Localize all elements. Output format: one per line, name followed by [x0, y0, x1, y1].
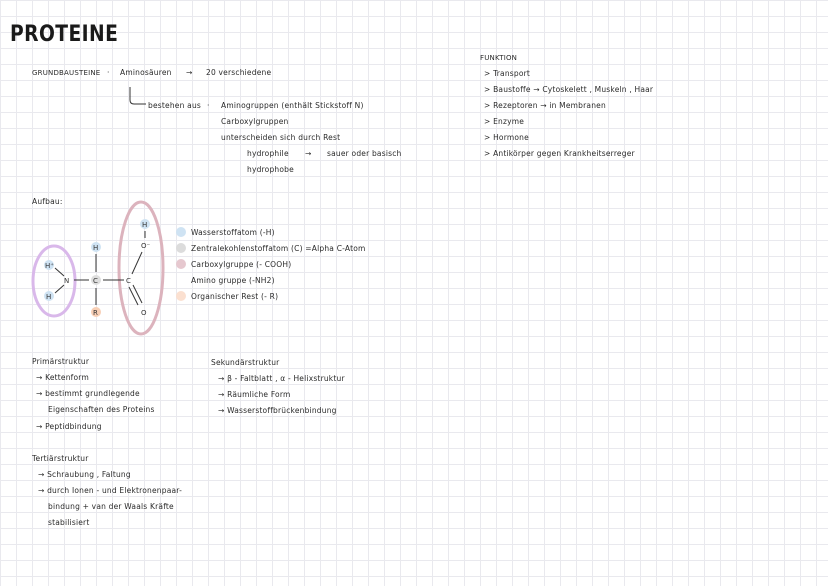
grund-line-rest: unterscheiden sich durch Rest: [221, 133, 341, 142]
count-text: 20 verschiedene: [206, 68, 272, 77]
arrow-icon: →: [186, 68, 193, 77]
hydrophil-text: hydrophile: [247, 149, 289, 158]
funktion-header: FUNKTION: [480, 54, 518, 62]
primaer-item: → Peptidbindung: [36, 422, 102, 431]
sekundaer-item: → Wasserstoffbrückenbindung: [218, 406, 337, 415]
page-title: PROTEINE: [10, 22, 119, 47]
sekundaer-item: → Räumliche Form: [218, 390, 291, 399]
tertiaer-item: → Schraubung , Faltung: [38, 470, 131, 479]
legend-rest-swatch: [176, 291, 186, 301]
hydrophob-text: hydrophobe: [247, 165, 294, 174]
bestehen-separator: ·: [207, 101, 210, 110]
atom-c-carboxyl: C: [126, 277, 131, 285]
hydrophil-arrow-icon: →: [305, 149, 312, 158]
funktion-item: > Hormone: [484, 133, 529, 142]
aminosaeuren-text: Aminosäuren: [120, 68, 172, 77]
primaer-item: → Kettenform: [36, 373, 89, 382]
legend-hydrogen-swatch: [176, 227, 186, 237]
legend-carboxyl-swatch: [176, 259, 186, 269]
legend-hydrogen-label: Wasserstoffatom (-H): [191, 228, 275, 237]
atom-o: O: [141, 309, 147, 317]
legend-central-label: Zentralekohlenstoffatom (C) =Alpha C-Atom: [191, 244, 366, 253]
legend-central-swatch: [176, 243, 186, 253]
tertiaer-item: stabilisiert: [48, 518, 90, 527]
atom-h-central: H: [93, 244, 99, 252]
aufbau-header: Aufbau:: [32, 197, 63, 206]
sekundaer-header: Sekundärstruktur: [211, 358, 280, 367]
tertiaer-item: → durch Ionen - und Elektronenpaar-: [38, 486, 183, 495]
legend-carboxyl-label: Carboxylgruppe (- COOH): [191, 260, 292, 269]
funktion-item: > Baustoffe → Cytoskelett , Muskeln , Haar: [484, 85, 654, 94]
sekundaer-item: → β - Faltblatt , α - Helixstruktur: [218, 374, 345, 383]
atom-r: R: [93, 309, 98, 317]
atom-o-minus: O⁻: [141, 242, 151, 250]
hydrophil-note: sauer oder basisch: [327, 149, 402, 158]
funktion-item: > Antikörper gegen Krankheitserreger: [484, 149, 635, 158]
funktion-item: > Transport: [484, 69, 531, 78]
atom-h-plus: H⁺: [45, 262, 54, 270]
grundbausteine-separator: ·: [107, 68, 110, 77]
atom-h-low: H: [46, 293, 52, 301]
bracket-line: [130, 87, 146, 104]
bestehen-aus-text: bestehen aus: [148, 101, 201, 110]
grundbausteine-label: GRUNDBAUSTEINE: [32, 69, 101, 77]
legend-rest-label: Organischer Rest (- R): [191, 292, 279, 301]
atom-c-alpha: C: [93, 277, 98, 285]
tertiaer-item: bindung + van der Waals Kräfte: [48, 502, 174, 511]
primaer-item: → bestimmt grundlegende: [36, 389, 140, 398]
atom-n: N: [64, 277, 70, 285]
funktion-item: > Enzyme: [484, 117, 525, 126]
primaer-header: Primärstruktur: [32, 357, 90, 366]
primaer-item: Eigenschaften des Proteins: [48, 405, 155, 414]
grund-line-carboxyl: Carboxylgruppen: [221, 117, 289, 126]
legend-amino-label: Amino gruppe (-NH2): [191, 276, 275, 285]
grund-line-amino: Aminogruppen (enthält Stickstoff N): [221, 101, 364, 110]
atom-h-top: H: [142, 221, 148, 229]
funktion-item: > Rezeptoren → in Membranen: [484, 101, 606, 110]
tertiaer-header: Tertiärstruktur: [32, 454, 89, 463]
